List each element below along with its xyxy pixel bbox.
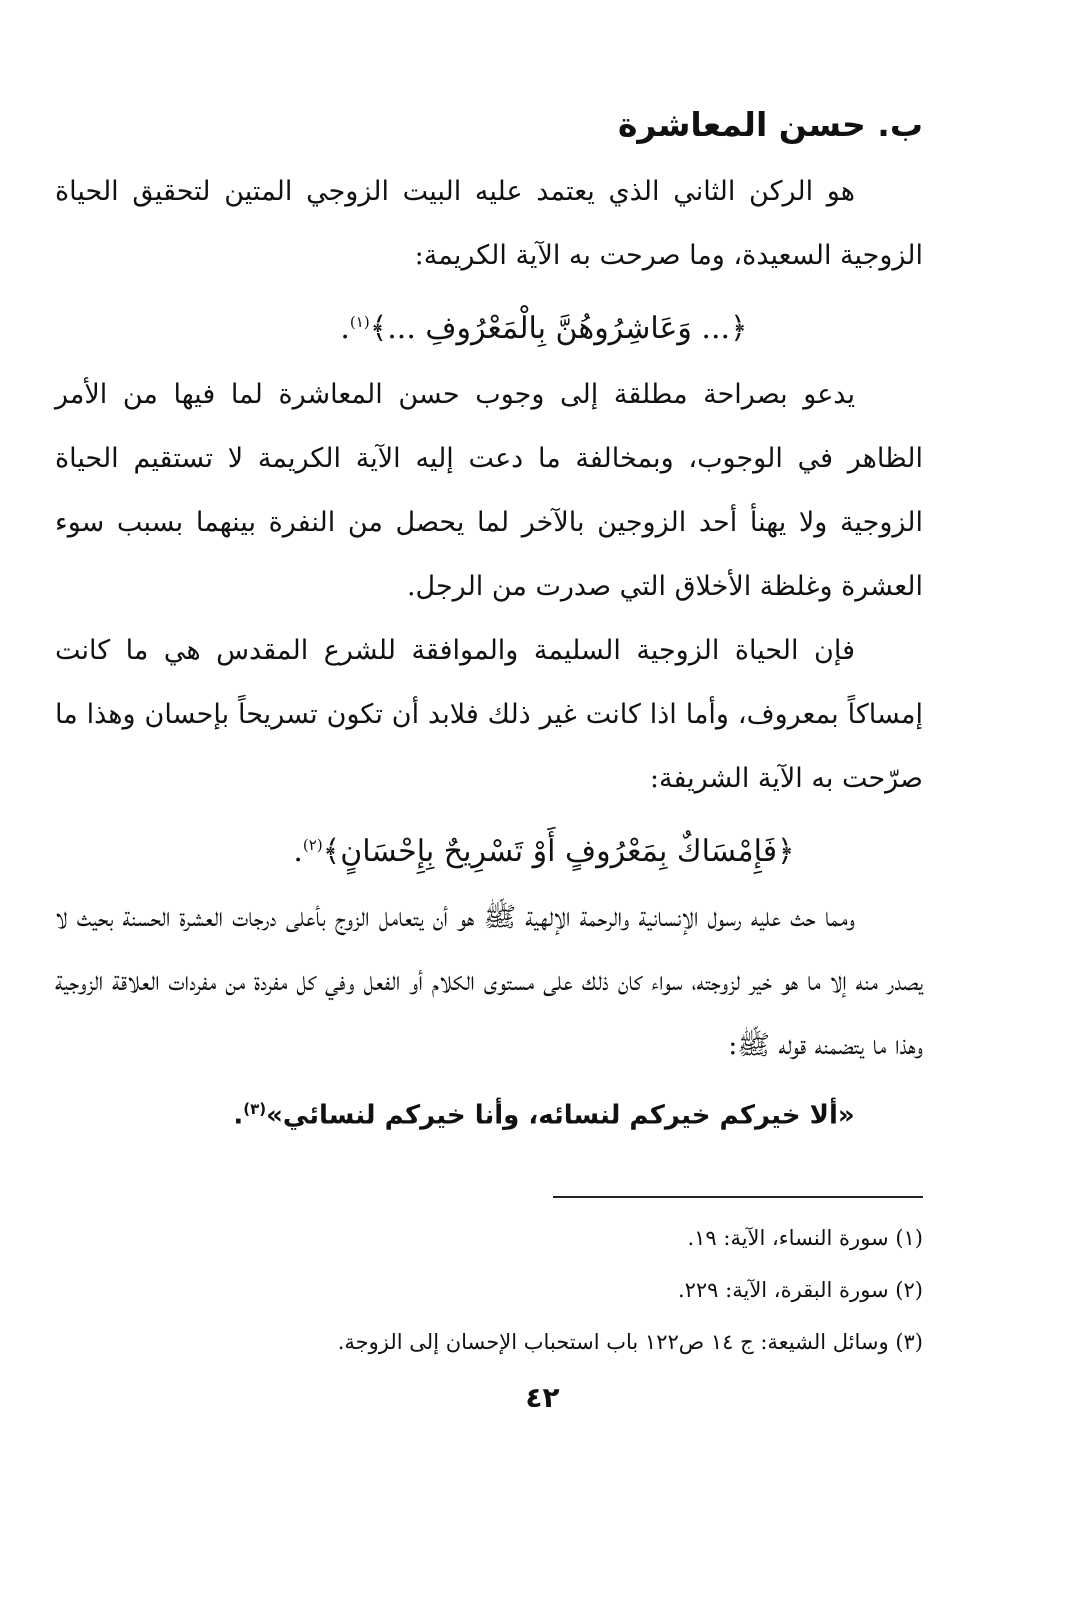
- footnote-ref-3: (٣): [243, 1100, 267, 1118]
- hadith-text: «ألا خيركم خيركم لنسائه، وأنا خيركم لنسائي»: [266, 1100, 855, 1131]
- footnote-2: (٢) سورة البقرة، الآية: ٢٢٩.: [677, 1278, 923, 1302]
- paragraph-2: يدعو بصراحة مطلقة إلى وجوب حسن المعاشرة لما فيها من الأمر الظاهر في الوجوب، وبمخالفة ما دعت إليه الآية الكريمة لا تستقيم الحياة الزوجية ولا يهنأ أحد الزوجين بالآخر لما يحصل من النفرة بينهما بسبب سوء العشرة وغلظة الأخلاق التي صدرت من الرجل.: [55, 379, 923, 602]
- quran-verse-1-text: ﴿... وَعَاشِرُوهُنَّ بِالْمَعْرُوفِ ...﴾: [369, 311, 748, 346]
- paragraph-4: ومما حث عليه رسول الإنسانية والرحمة الإلهية ﷺ هو أن يتعامل الزوج بأعلى درجات العشرة الحسنة بحيث لا يصدر منه إلا ما هو خير لزوجته، سواء كان ذلك على مستوى الكلام أو الفعل وفي كل مفردة من مفردات العلاقة الزوجية وهذا ما يتضمنه قوله ﷺ:: [55, 902, 923, 1061]
- footnote-1: (١) سورة النساء، الآية: ١٩.: [687, 1226, 923, 1250]
- hadith-period: .: [233, 1100, 244, 1131]
- hadith-quote: [55, 1078, 923, 1147]
- page-number: ٤٢: [525, 1381, 560, 1414]
- quran-verse-2-text: ﴿فَإِمْسَاكٌ بِمَعْرُوفٍ أَوْ تَسْرِيحٌ بِإِحْسَانٍ﴾: [322, 834, 795, 869]
- footnote-ref-1: (١): [349, 313, 370, 331]
- verse-1-period: .: [340, 311, 350, 346]
- section-heading: ب. حسن المعاشرة: [617, 105, 923, 144]
- paragraph-3: فإن الحياة الزوجية السليمة والموافقة للشرع المقدس هي ما كانت إمساكاً بمعروف، وأما اذا كانت غير ذلك فلابد أن تكون تسريحاً بإحسان وهذا ما صرّحت به الآية الشريفة:: [55, 635, 923, 794]
- verse-2-period: .: [293, 834, 303, 869]
- footnote-divider: [553, 1196, 923, 1198]
- footnote-3: (٣) وسائل الشيعة: ج ١٤ ص١٢٢ باب استحباب الإحسان إلى الزوجة.: [337, 1330, 923, 1354]
- footnotes: [55, 1212, 923, 1368]
- quran-verse-2: [55, 811, 923, 886]
- footnote-ref-2: (٢): [302, 836, 323, 854]
- page-body: [55, 100, 923, 1147]
- quran-verse-1: [55, 288, 923, 363]
- paragraph-1: هو الركن الثاني الذي يعتمد عليه البيت الزوجي المتين لتحقيق الحياة الزوجية السعيدة، وما صرحت به الآية الكريمة:: [55, 176, 923, 271]
